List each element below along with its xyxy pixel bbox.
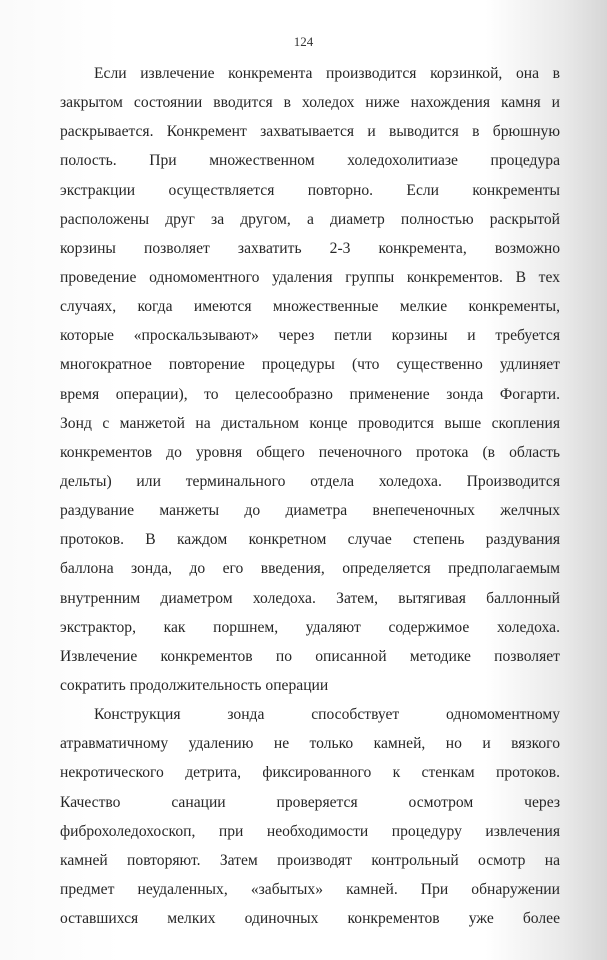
text-line: время операции), то целесообразно применение зонда Фогарти. [60,385,560,403]
text-line: раздувание манжеты до диаметра внепеченочных желчных [60,502,560,520]
text-line: корзины позволяет захватить 2-3 конкремента, возможно [60,239,560,257]
text-line: дельты) или терминального отдела холедоха. Производится [60,472,560,490]
text-line: Качество санации проверяется осмотром через [60,793,560,811]
text-line: Зонд с манжетой на дистальном конце проводится выше скопления [60,414,560,432]
text-line: экстракции осуществляется повторно. Если конкременты [60,181,560,199]
text-line: многократное повторение процедуры (что существенно удлиняет [60,356,560,374]
page-number: 124 [293,34,314,49]
text-line: протоков. В каждом конкретном случае степень раздувания [60,531,560,549]
body-text [60,59,560,933]
text-line: расположены друг за другом, а диаметр полностью раскрытой [60,210,560,228]
text-line: Конструкция зонда способствует одномоментному [94,706,560,724]
text-line: некротического детрита, фиксированного к стенкам протоков. [60,764,560,782]
text-line: полость. При множественном холедохолитиазе процедура [60,152,560,170]
text-line: экстрактор, как поршнем, удаляют содержимое холедоха. [60,618,560,636]
text-line: сократить продолжительность операции [60,676,329,694]
text-line: раскрывается. Конкремент захватывается и выводится в брюшную [60,123,560,141]
text-line: конкрементов до уровня общего печеночного протока (в область [60,443,560,461]
text-line: фиброхоледохоскоп, при необходимости процедуру извлечения [60,822,560,840]
text-line: проведение одномоментного удаления группы конкрементов. В тех [60,268,560,286]
text-line: Если извлечение конкремента производится корзинкой, она в [94,65,560,82]
text-line: Извлечение конкрементов по описанной методике позволяет [60,647,560,665]
text-line: которые «проскальзывают» через петли корзины и требуется [60,327,560,345]
text-line: атравматичному удалению не только камней, но и вязкого [60,735,560,753]
text-line: закрытом состоянии вводится в холедох ниже нахождения камня и [60,94,560,112]
text-line: внутренним диаметром холедоха. Затем, вытягивая баллонный [60,589,560,607]
text-line: оставшихся мелких одиночных конкрементов уже более [60,910,560,928]
text-line: камней повторяют. Затем производят контрольный осмотр на [60,851,560,869]
text-line: баллона зонда, до его введения, определяется предполагаемым [60,560,560,578]
text-line: случаях, когда имеются множественные мелкие конкременты, [60,298,560,316]
text-line: предмет неудаленных, «забытых» камней. При обнаружении [60,880,560,898]
